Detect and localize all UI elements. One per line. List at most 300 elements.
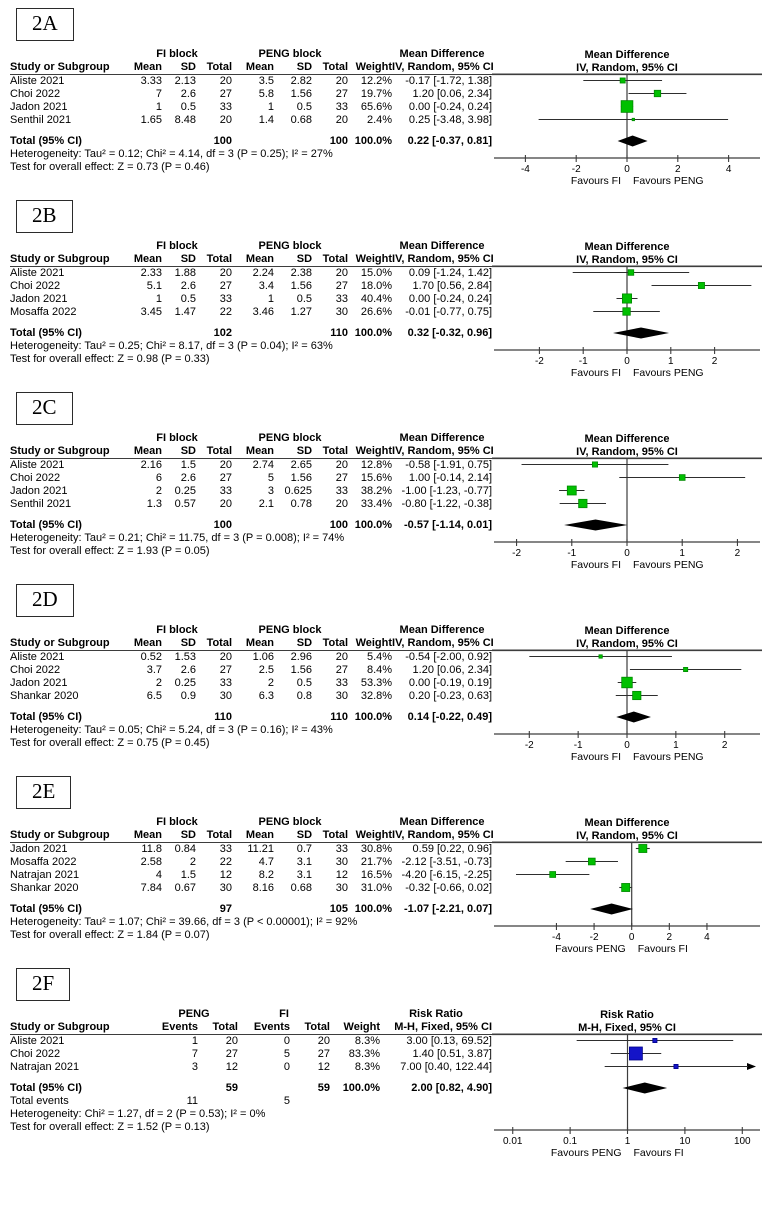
group1-cell: 8.48	[174, 114, 196, 126]
group1-sub-header: SD	[162, 637, 196, 651]
forest-plot-2A	[492, 48, 762, 190]
group1-header: FI block	[156, 816, 198, 828]
heterogeneity-line: Heterogeneity: Tau² = 0.21; Chi² = 11.75, df = 3 (P = 0.008); I² = 74%	[10, 532, 345, 544]
group2-cell: 20	[335, 114, 349, 126]
weight-col-header: Weight	[348, 445, 392, 459]
total-label: Total (95% CI)	[10, 519, 82, 531]
forest-plot-figure	[0, 8, 762, 1160]
study-name: Senthil 2021	[10, 114, 72, 126]
heterogeneity-line: Heterogeneity: Tau² = 0.05; Chi² = 5.24, df = 3 (P = 0.16); I² = 43%	[10, 724, 333, 736]
study-row	[10, 114, 492, 127]
study-name: Jadon 2021	[10, 101, 68, 113]
group2-cell: 20	[335, 498, 349, 510]
spacer-cell	[10, 319, 492, 327]
study-row	[10, 1035, 492, 1049]
effect-square	[622, 677, 633, 688]
effect-square	[633, 691, 641, 699]
weight-cell: 31.0%	[360, 882, 393, 894]
total-weight: 100.0%	[354, 711, 393, 723]
tick-label: 4	[725, 164, 732, 175]
group-header-row	[10, 816, 492, 829]
group1-cell: 1.65	[140, 114, 162, 126]
group1-cell: 20	[219, 651, 233, 663]
study-name: Mosaffa 2022	[10, 856, 77, 868]
group-header-row	[10, 48, 492, 61]
panel-table-area	[10, 1008, 492, 1134]
blank-header	[330, 1008, 380, 1021]
effect-title-header: Mean Difference	[399, 816, 485, 828]
panel-label-2B: 2B	[16, 200, 73, 233]
group1-cell: 0.84	[174, 843, 196, 855]
ci-cell: 3.00 [0.13, 69.52]	[406, 1035, 492, 1047]
total-diamond	[618, 136, 648, 147]
study-col-header: Study or Subgroup	[10, 445, 122, 459]
spacer-row	[10, 1074, 492, 1082]
plot-subtitle: IV, Random, 95% CI	[576, 62, 678, 74]
tick-label: 1	[679, 548, 685, 559]
study-row	[10, 88, 492, 101]
column-header-row	[10, 61, 492, 75]
weight-cell: 26.6%	[360, 306, 393, 318]
study-row	[10, 882, 492, 895]
favours-left-label: Favours PENG	[555, 943, 626, 955]
group2-cell: 0.8	[296, 690, 313, 702]
panel-2D	[0, 584, 762, 766]
table-body	[10, 843, 492, 917]
group1-header: FI block	[156, 432, 198, 444]
panel-table-area	[10, 48, 492, 174]
total-row	[10, 135, 492, 148]
group1-cell: 2	[189, 856, 196, 868]
blank-cell	[162, 519, 196, 532]
group2-cell: 1	[267, 293, 275, 305]
total-ci: 0.14 [-0.22, 0.49]	[407, 711, 493, 723]
tick-label: -1	[573, 740, 583, 751]
table-head	[10, 624, 492, 651]
ci-cell: -0.17 [-1.72, 1.38]	[405, 75, 493, 87]
group1-cell: 7.84	[140, 882, 162, 894]
effect-square	[653, 1038, 657, 1042]
blank-cell	[150, 1082, 198, 1095]
total-weight: 100.0%	[354, 327, 393, 339]
blank-header	[10, 432, 122, 445]
study-row	[10, 293, 492, 306]
group1-cell: 2.16	[140, 459, 162, 471]
weight-cell: 5.4%	[366, 651, 393, 663]
weight-cell: 40.4%	[360, 293, 393, 305]
weight-cell: 8.3%	[354, 1061, 380, 1073]
column-header-row	[10, 253, 492, 267]
forest-plot-2D	[492, 624, 762, 766]
ci-cell: 0.20 [-0.23, 0.63]	[408, 690, 493, 702]
group2-header: PENG block	[258, 624, 322, 636]
blank-header	[10, 624, 122, 637]
effect-square	[698, 282, 704, 288]
total-row	[10, 327, 492, 340]
panel-2F	[0, 968, 762, 1160]
group2-cell: 33	[335, 485, 349, 497]
weight-cell: 2.4%	[366, 114, 393, 126]
group2-cell: 33	[335, 843, 349, 855]
study-table	[10, 48, 492, 148]
effect-method-header: IV, Random, 95% CI	[392, 61, 494, 73]
group2-sub-header: Total	[312, 637, 348, 651]
table-head	[10, 432, 492, 459]
group2-cell: 33	[335, 293, 349, 305]
group1-sub-header: Total	[196, 445, 232, 459]
group1-cell: 0.25	[174, 677, 196, 689]
blank-cell	[274, 903, 312, 916]
group1-sub-header: Mean	[122, 253, 162, 267]
effect-square	[684, 667, 688, 671]
tick-label: 0	[624, 356, 630, 367]
study-row	[10, 1048, 492, 1061]
study-name: Shankar 2020	[10, 882, 79, 894]
group2-cell: 2.1	[258, 498, 275, 510]
group2-cell: 0	[283, 1061, 290, 1073]
total-weight: 100.0%	[354, 903, 393, 915]
study-row	[10, 1061, 492, 1074]
group2-cell: 20	[335, 651, 349, 663]
table-head	[10, 1008, 492, 1035]
group2-cell: 5	[267, 472, 275, 484]
group2-cell: 1.56	[290, 664, 313, 676]
group2-cell: 2	[267, 677, 275, 689]
group2-cell: 30	[335, 306, 349, 318]
forest-plot-2E	[492, 816, 762, 958]
effect-square	[550, 872, 556, 878]
spacer-cell	[10, 1074, 492, 1082]
table-head	[10, 240, 492, 267]
spacer-row	[10, 703, 492, 711]
tick-label: -2	[524, 740, 534, 751]
group2-header: PENG block	[258, 816, 322, 828]
group2-sub-header: SD	[274, 253, 312, 267]
weight-col-header: Weight	[348, 637, 392, 651]
panel-label-2C: 2C	[16, 392, 73, 425]
plot-subtitle: IV, Random, 95% CI	[576, 254, 678, 266]
favours-right-label: Favours PENG	[633, 367, 704, 379]
group1-total: 102	[213, 327, 233, 339]
favours-right-label: Favours FI	[637, 943, 688, 955]
group2-cell: 2.65	[290, 459, 313, 471]
favours-right-label: Favours FI	[633, 1147, 684, 1159]
study-name: Aliste 2021	[10, 459, 65, 471]
group1-cell: 2.6	[180, 280, 196, 292]
group2-sub-header: Mean	[232, 253, 274, 267]
overall-test-line: Test for overall effect: Z = 1.52 (P = 0.13)	[10, 1121, 210, 1133]
group2-sub-header: Total	[290, 1021, 330, 1035]
group1-sub-header: Total	[196, 829, 232, 843]
tick-label: -2	[571, 164, 581, 175]
group1-cell: 3.45	[140, 306, 162, 318]
study-name: Choi 2022	[10, 88, 61, 100]
total-weight: 100.0%	[354, 135, 393, 147]
group1-sub-header: SD	[162, 829, 196, 843]
ci-cell: 0.00 [-0.24, 0.24]	[408, 101, 493, 113]
tick-label: 0	[624, 548, 630, 559]
group1-cell: 12	[219, 869, 233, 881]
group-header-row	[10, 432, 492, 445]
group2-cell: 6.3	[258, 690, 275, 702]
study-name: Choi 2022	[10, 472, 61, 484]
panel-label-2E: 2E	[16, 776, 71, 809]
panel-body	[0, 1008, 762, 1160]
group2-cell: 20	[335, 459, 349, 471]
panel-body	[0, 48, 762, 190]
weight-cell: 12.2%	[360, 75, 393, 87]
group2-cell: 0.5	[296, 677, 313, 689]
blank-cell	[232, 903, 274, 916]
blank-cell	[122, 903, 162, 916]
total-label: Total (95% CI)	[10, 903, 82, 915]
group2-total: 100	[329, 135, 349, 147]
weight-cell: 30.8%	[360, 843, 393, 855]
effect-method-header: IV, Random, 95% CI	[392, 253, 494, 265]
ci-cell: 1.40 [0.51, 3.87]	[412, 1048, 492, 1060]
study-col-header: Study or Subgroup	[10, 61, 122, 75]
study-name: Natrajan 2021	[10, 1061, 80, 1073]
group1-cell: 6	[155, 472, 162, 484]
study-row	[10, 485, 492, 498]
tick-label: 0	[628, 932, 635, 943]
effect-square	[629, 1047, 642, 1060]
total-diamond	[564, 520, 628, 531]
tick-label: 100	[733, 1136, 751, 1147]
ci-cell: 0.00 [-0.19, 0.19]	[408, 677, 493, 689]
group1-sub-header: SD	[162, 445, 196, 459]
total-ci: 2.00 [0.82, 4.90]	[411, 1082, 492, 1094]
group2-cell: 3.1	[296, 869, 313, 881]
effect-square	[622, 294, 631, 303]
group2-cell: 5	[283, 1048, 290, 1060]
weight-col-header: Weight	[348, 829, 392, 843]
group1-cell: 27	[219, 472, 233, 484]
group1-cell: 20	[219, 267, 233, 279]
group1-cell: 0.52	[140, 651, 162, 663]
group1-header: PENG	[178, 1008, 210, 1020]
tick-label: 2	[721, 740, 728, 751]
tick-label: 1	[668, 356, 674, 367]
panel-2A	[0, 8, 762, 190]
spacer-cell	[10, 127, 492, 135]
tick-label: 10	[679, 1136, 691, 1147]
group1-cell: 20	[225, 1035, 238, 1047]
panel-body	[0, 624, 762, 766]
group1-cell: 0.5	[180, 293, 196, 305]
effect-square	[639, 844, 647, 852]
study-name: Choi 2022	[10, 664, 61, 676]
group2-cell: 2.82	[290, 75, 313, 87]
effect-square	[620, 78, 625, 83]
blank-cell	[162, 903, 196, 916]
group1-cell: 1	[155, 101, 162, 113]
effect-square	[621, 101, 633, 113]
blank-header	[10, 240, 122, 253]
group1-sub-header: Mean	[122, 445, 162, 459]
group2-cell: 12	[335, 869, 349, 881]
ci-cell: -0.01 [-0.77, 0.75]	[405, 306, 493, 318]
total-ci: -1.07 [-2.21, 0.07]	[403, 903, 493, 915]
favours-left-label: Favours FI	[570, 559, 621, 571]
group2-cell: 33	[335, 101, 349, 113]
group2-sub-header: Mean	[232, 829, 274, 843]
effect-square	[628, 270, 634, 276]
group1-cell: 2.13	[174, 75, 196, 87]
weight-cell: 16.5%	[360, 869, 393, 881]
weight-cell: 32.8%	[360, 690, 393, 702]
forest-plot-2C	[492, 432, 762, 574]
table-body	[10, 1035, 492, 1109]
arrow-right-icon	[747, 1063, 756, 1070]
group1-cell: 1.47	[174, 306, 196, 318]
effect-square	[622, 883, 630, 891]
blank-header	[10, 48, 122, 61]
group2-cell: 8.16	[252, 882, 275, 894]
group2-cell: 30	[335, 856, 349, 868]
total-ci: -0.57 [-1.14, 0.01]	[403, 519, 493, 531]
blank-cell	[162, 327, 196, 340]
group2-cell: 2.74	[252, 459, 275, 471]
tick-label: 2	[675, 164, 681, 175]
group2-cell: 20	[335, 267, 349, 279]
study-table	[10, 816, 492, 916]
tick-label: -1	[578, 356, 588, 367]
panel-body	[0, 816, 762, 958]
study-name: Shankar 2020	[10, 690, 79, 702]
study-row	[10, 677, 492, 690]
study-name: Jadon 2021	[10, 293, 68, 305]
group2-cell: 0.625	[284, 485, 313, 497]
group1-cell: 20	[219, 75, 233, 87]
group1-cell: 1.5	[180, 869, 196, 881]
blank-header	[348, 48, 392, 61]
group-header-row	[10, 240, 492, 253]
table-head	[10, 816, 492, 843]
tick-label: 0	[624, 164, 630, 175]
plot-title: Mean Difference	[584, 817, 670, 829]
group1-sub-header: Total	[196, 61, 232, 75]
tick-label: -4	[551, 932, 561, 943]
group2-sub-header: Total	[312, 61, 348, 75]
study-name: Aliste 2021	[10, 651, 65, 663]
group1-cell: 33	[219, 843, 233, 855]
group1-cell: 1.88	[174, 267, 196, 279]
total-row	[10, 519, 492, 532]
heterogeneity-line: Heterogeneity: Tau² = 0.12; Chi² = 4.14, df = 3 (P = 0.25); I² = 27%	[10, 148, 333, 160]
study-row	[10, 664, 492, 677]
group2-cell: 2.24	[252, 267, 275, 279]
group2-cell: 5.8	[258, 88, 275, 100]
blank-header	[348, 624, 392, 637]
study-row	[10, 690, 492, 703]
group1-cell: 27	[219, 664, 233, 676]
ci-cell: 0.00 [-0.24, 0.24]	[408, 293, 493, 305]
blank-cell	[122, 711, 162, 724]
group1-cell: 2	[155, 677, 162, 689]
study-name: Jadon 2021	[10, 485, 68, 497]
heterogeneity-line: Heterogeneity: Tau² = 1.07; Chi² = 39.66, df = 3 (P < 0.00001); I² = 92%	[10, 916, 358, 928]
study-row	[10, 306, 492, 319]
group1-cell: 27	[225, 1048, 238, 1060]
study-name: Jadon 2021	[10, 677, 68, 689]
group2-cell: 0.7	[296, 843, 313, 855]
panel-label-2D: 2D	[16, 584, 74, 617]
group1-cell: 3.7	[146, 664, 162, 676]
group1-cell: 4	[155, 869, 162, 881]
group2-header: FI	[279, 1008, 289, 1020]
plot-title: Mean Difference	[584, 433, 670, 445]
overall-test-line: Test for overall effect: Z = 0.98 (P = 0.33)	[10, 353, 210, 365]
group2-cell: 20	[317, 1035, 330, 1047]
group2-sub-header: Mean	[232, 61, 274, 75]
group2-cell: 1.27	[290, 306, 313, 318]
panel-2B	[0, 200, 762, 382]
study-col-header: Study or Subgroup	[10, 637, 122, 651]
weight-cell: 15.0%	[360, 267, 393, 279]
overall-test-line: Test for overall effect: Z = 0.73 (P = 0.46)	[10, 161, 210, 173]
group-header-row	[10, 1008, 492, 1021]
overall-test-line: Test for overall effect: Z = 1.84 (P = 0.07)	[10, 929, 210, 941]
blank-cell	[238, 1082, 290, 1095]
weight-cell: 19.7%	[360, 88, 393, 100]
group1-cell: 33	[219, 485, 233, 497]
study-table	[10, 1008, 492, 1108]
ci-cell: 0.09 [-1.24, 1.42]	[408, 267, 493, 279]
group2-cell: 2.38	[290, 267, 313, 279]
ci-cell: 1.20 [0.06, 2.34]	[412, 88, 493, 100]
group1-cell: 30	[219, 882, 233, 894]
effect-title-header: Mean Difference	[399, 48, 485, 60]
favours-left-label: Favours FI	[570, 175, 621, 187]
ci-cell: -0.32 [-0.66, 0.02]	[405, 882, 493, 894]
panel-label-2F: 2F	[16, 968, 70, 1001]
heterogeneity-line: Heterogeneity: Chi² = 1.27, df = 2 (P = 0.53); I² = 0%	[10, 1108, 266, 1120]
study-table	[10, 432, 492, 532]
favours-right-label: Favours PENG	[633, 751, 704, 763]
weight-cell: 53.3%	[360, 677, 393, 689]
group1-cell: 6.5	[146, 690, 162, 702]
total-label: Total (95% CI)	[10, 135, 82, 147]
group2-cell: 27	[317, 1048, 330, 1060]
study-name: Senthil 2021	[10, 498, 72, 510]
weight-cell: 18.0%	[360, 280, 393, 292]
blank-header	[10, 1008, 150, 1021]
favours-left-label: Favours FI	[570, 367, 621, 379]
ci-cell: -0.58 [-1.91, 0.75]	[405, 459, 493, 471]
tick-label: 0.01	[502, 1136, 523, 1147]
effect-method-header: IV, Random, 95% CI	[392, 445, 494, 457]
table-body	[10, 75, 492, 149]
group2-cell: 1.56	[290, 88, 313, 100]
group1-sub-header: Mean	[122, 829, 162, 843]
column-header-row	[10, 829, 492, 843]
blank-cell	[122, 519, 162, 532]
tick-label: -4	[520, 164, 530, 175]
group1-sub-header: Total	[198, 1021, 238, 1035]
group1-cell: 0.57	[174, 498, 196, 510]
forest-plot-2B	[492, 240, 762, 382]
group2-cell: 1.4	[258, 114, 275, 126]
study-row	[10, 101, 492, 114]
study-name: Mosaffa 2022	[10, 306, 77, 318]
group2-cell: 30	[335, 690, 349, 702]
study-row	[10, 472, 492, 485]
group2-cell: 0.5	[296, 293, 313, 305]
blank-header	[348, 432, 392, 445]
study-row	[10, 267, 492, 281]
group1-cell: 27	[219, 280, 233, 292]
